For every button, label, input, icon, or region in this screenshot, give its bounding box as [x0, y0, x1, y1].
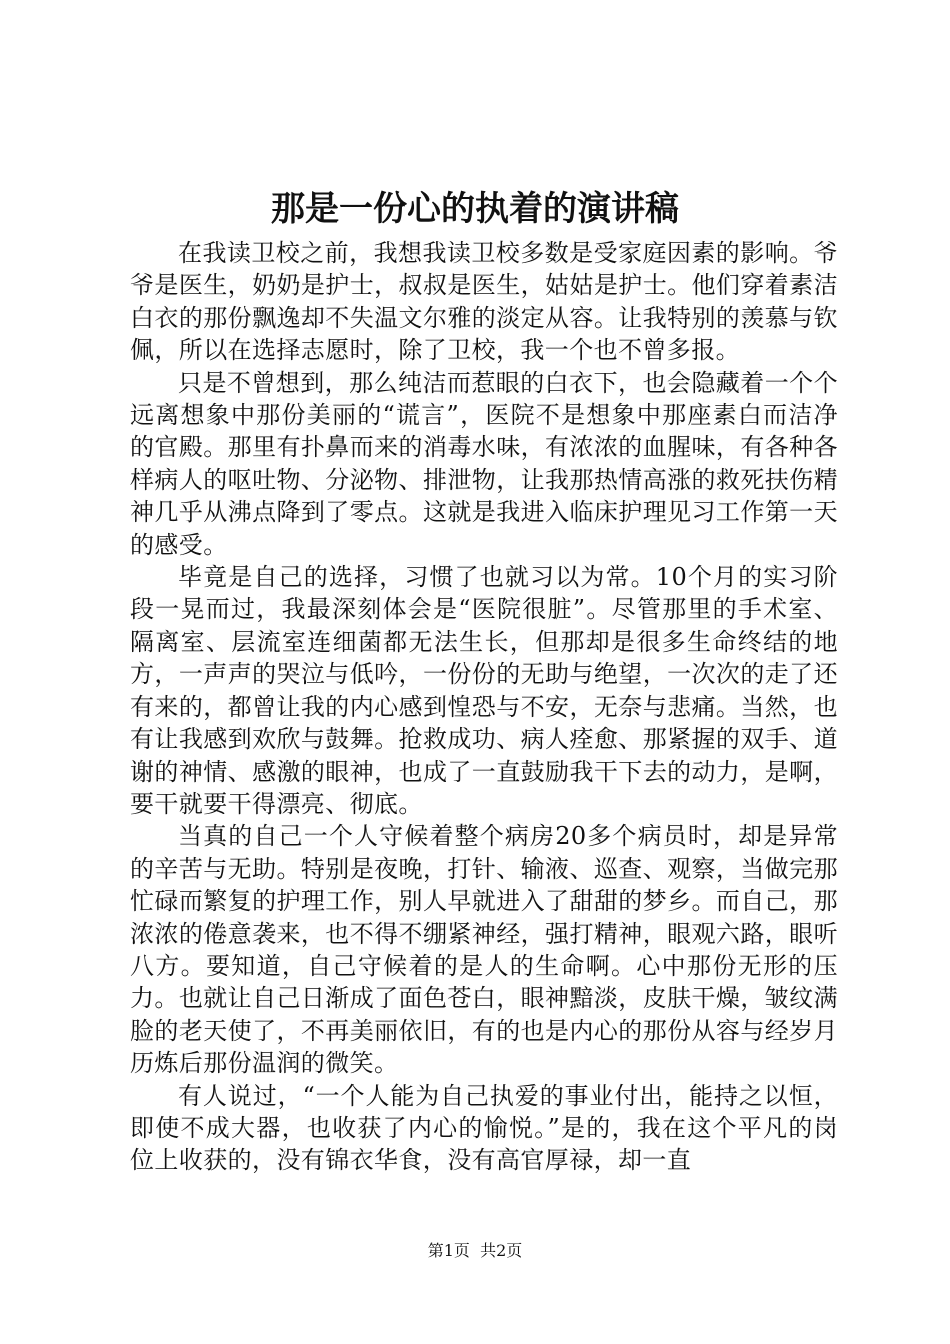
document-title: 那是一份心的执着的演讲稿 — [271, 189, 679, 229]
page-footer — [0, 1240, 950, 1262]
paragraph-2: 只是不曾想到，那么纯洁而惹眼的白衣下，也会隐藏着一个个远离想象中那份美丽的“谎言”，医院不是想象中那座素白而洁净的官殿。那里有扑鼻而来的消毒水味，有浓浓的血腥味，有各种各样病人的呕吐物、分泌物、排泄物，让我那热情高涨的救死扶伤精神几乎从沸点降到了零点。这就是我进入临床护理见习工作第一天的感受。 — [130, 368, 838, 559]
paragraph-1: 在我读卫校之前，我想我读卫校多数是受家庭因素的影响。爷爷是医生，奶奶是护士，叔叔是医生，姑姑是护士。他们穿着素洁白衣的那份飘逸却不失温文尔雅的淡定从容。让我特别的羡慕与钦佩，所以在选择志愿时，除了卫校，我一个也不曾多报。 — [130, 239, 838, 365]
page-count: 共2页 — [480, 1241, 523, 1260]
paragraph-4: 当真的自己一个人守候着整个病房20多个病员时，却是异常的辛苦与无助。特别是夜晚，打针、输液、巡查、观察，当做完那忙碌而繁复的护理工作，别人早就进入了甜甜的梦乡。而自己，那浓浓的倦意袭来，也不得不绷紧神经，强打精神，眼观六路，眼听八方。要知道，自己守候着的是人的生命啊。心中那份无形的压力。也就让自己日渐成了面色苍白，眼神黯淡，皮肤干燥，皱纹满脸的老天使了，不再美丽依旧，有的也是内心的那份从容与经岁月历炼后那份温润的微笑。 — [130, 822, 838, 1078]
page-number: 第1页 — [427, 1241, 470, 1260]
document-body — [130, 237, 838, 1177]
paragraph-3: 毕竟是自己的选择，习惯了也就习以为常。10个月的实习阶段一晃而过，我最深刻体会是“医院很脏”。尽管那里的手术室、隔离室、层流室连细菌都无法生长，但那却是很多生命终结的地方，一声声的哭泣与低吟，一份份的无助与绝望，一次次的走了还有来的，都曾让我的内心感到惶恐与不安，无奈与悲痛。当然，也有让我感到欢欣与鼓舞。抢救成功、病人痊愈、那紧握的双手、道谢的神情、感激的眼神，也成了一直鼓励我干下去的动力，是啊，要干就要干得漂亮、彻底。 — [130, 563, 838, 818]
paragraph-5: 有人说过，“一个人能为自己执爱的事业付出，能持之以恒，即使不成大器，也收获了内心的愉悦。”是的，我在这个平凡的岗位上收获的，没有锦衣华食，没有高官厚禄，却一直 — [130, 1081, 838, 1175]
